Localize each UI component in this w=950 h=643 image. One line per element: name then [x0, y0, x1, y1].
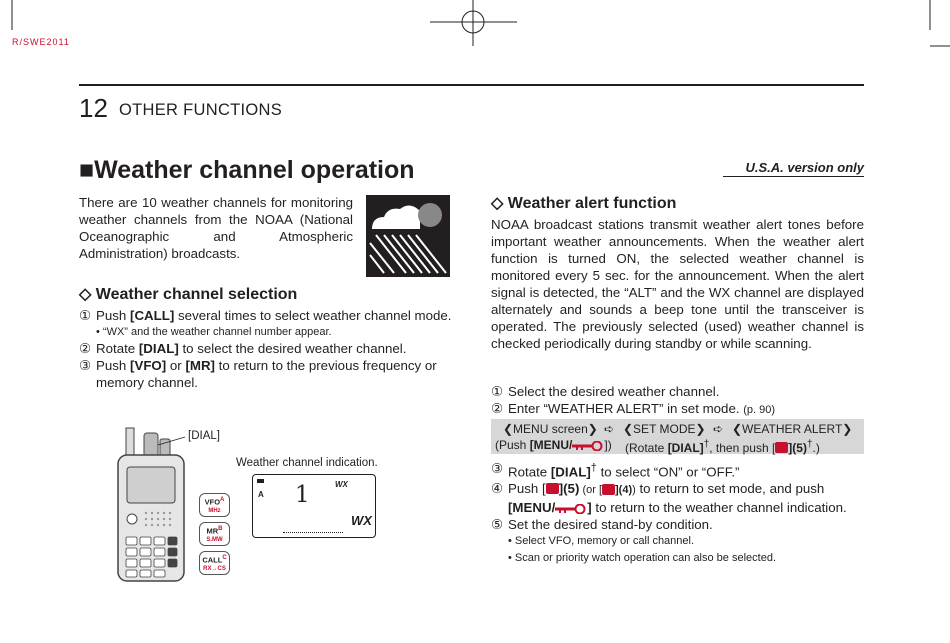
intro-text: There are 10 weather channels for monitoring weather channels from the NOAA (National Oceanographic and Atmospheric Administration) broadcasts. — [79, 195, 353, 261]
instr-text: (Push — [495, 438, 530, 452]
step-text: Select the desired weather channel. — [508, 384, 720, 399]
step-note: • “WX” and the weather channel number appear. — [96, 326, 332, 338]
sub-heading-selection-text: Weather channel selection — [95, 286, 298, 303]
enter-key-ref: ](5) — [558, 481, 580, 497]
alert-step-2 — [491, 400, 864, 419]
clear-key-icon — [602, 484, 615, 495]
step-text: Rotate — [96, 341, 139, 356]
alert-body: NOAA broadcast stations transmit weather alert tones before important weather announcements. When the weather alert function is turned ON, the selected weather channel is monitored every 5 sec. for the announcement. When the alert signal is detected, the “ALT” and the WX channel are displayed alternately and sounds a beep tone until the transceiver is operated. The previously selected (used) weather channel is checked periodically during standby or while scanning. — [491, 217, 864, 351]
call-key[interactable] — [199, 551, 230, 575]
weather-icon — [366, 195, 450, 277]
step-3 — [79, 357, 453, 391]
instr-text: , then push [ — [709, 441, 776, 455]
step-text: Push — [96, 308, 131, 323]
alert-step-3 — [491, 460, 864, 480]
step-text: several times to select weather channel mode. — [174, 308, 452, 323]
mr-key-sub: S.MW — [206, 536, 223, 543]
step-number: ② — [79, 341, 91, 356]
alert-steps-3-5 — [491, 460, 864, 567]
menu-key-ref-end: ] — [587, 500, 592, 516]
sub-heading-alert — [491, 193, 676, 213]
menu-screen-label: ❮MENU screen❯ — [503, 422, 598, 436]
mr-key-corner: B — [218, 526, 223, 532]
dial-key-ref: [DIAL] — [667, 441, 704, 455]
step-number: ① — [79, 308, 91, 323]
vfo-key-label: VFO — [204, 497, 221, 507]
sub-heading-selection — [79, 284, 297, 304]
page-number: 12 — [79, 93, 108, 123]
main-heading — [79, 154, 415, 186]
arrow-icon: ➪ — [604, 422, 615, 436]
call-key-corner: C — [222, 555, 227, 561]
sub-heading-alert-text: Weather alert function — [507, 195, 677, 212]
version-note: U.S.A. version only — [723, 160, 864, 177]
display-caption: Weather channel indication. — [236, 457, 378, 469]
step-text: to return to the previous frequency or memory channel. — [96, 358, 437, 390]
diamond-icon: ◇ — [79, 286, 92, 303]
dial-key-ref: [DIAL] — [138, 341, 179, 356]
alert-step-4 — [491, 480, 864, 516]
dagger: † — [806, 439, 813, 450]
instr-text: ]) — [604, 438, 612, 452]
heading-title: Weather channel operation — [94, 156, 415, 184]
step-2 — [79, 340, 453, 357]
step-number: ③ — [79, 358, 91, 373]
vfo-key-corner: A — [220, 497, 225, 503]
key-icon — [572, 441, 604, 451]
step-text: Push [ — [508, 481, 546, 497]
dagger: † — [590, 462, 597, 474]
lcd-wx-small: WX — [335, 480, 348, 489]
alert-step-1 — [491, 383, 864, 400]
heading-marker: ■ — [79, 156, 95, 184]
lcd-display — [252, 474, 376, 538]
lcd-channel-number: 1 — [295, 482, 310, 508]
rotate-dial-instruction — [625, 437, 820, 456]
alert-step-5 — [491, 516, 864, 533]
step-number: ① — [491, 384, 503, 399]
lcd-a: A — [258, 490, 264, 499]
step-text: Set the desired stand-by condition. — [508, 517, 713, 533]
selection-steps — [79, 307, 453, 391]
vfo-key-ref: [VFO] — [130, 358, 167, 373]
dial-key-ref: [DIAL] — [550, 464, 591, 480]
call-key-label: CALL — [202, 555, 223, 565]
lcd-wx-large: WX — [351, 513, 372, 528]
step-text: or — [166, 358, 186, 373]
step-text: to select the desired weather channel. — [178, 341, 407, 356]
corner-code: R/SWE2011 — [12, 37, 70, 47]
step-number: ③ — [491, 461, 503, 476]
bullet-item: • Select VFO, memory or call channel. — [508, 535, 695, 548]
instr-text: (Rotate — [625, 441, 668, 455]
mr-key[interactable] — [199, 522, 230, 546]
step-number: ④ — [491, 481, 503, 497]
step-text: to return to the weather channel indication. — [591, 500, 847, 516]
signal-icon — [257, 479, 264, 483]
push-menu-instruction — [495, 437, 612, 453]
dial-label: [DIAL] — [188, 430, 220, 442]
registration-marks — [0, 0, 950, 70]
step-text: to return to set mode, and push — [635, 481, 825, 497]
enter-key-ref: ](5) — [788, 441, 807, 455]
step-number: ② — [491, 401, 503, 416]
alert-steps-1-2 — [491, 383, 864, 419]
call-key-sub: RX→CS — [203, 565, 226, 572]
enter-key-icon — [546, 483, 559, 494]
step-text: Rotate — [508, 464, 551, 480]
header-rule — [79, 84, 864, 86]
vfo-key-sub: MHz — [208, 507, 221, 514]
call-key-ref: [CALL] — [130, 308, 175, 323]
step-number: ⑤ — [491, 517, 503, 533]
step-1 — [79, 307, 453, 324]
menu-key-ref: [MENU/ — [529, 438, 573, 452]
step-text: to select “ON” or “OFF.” — [596, 464, 740, 480]
enter-key-icon — [775, 442, 788, 453]
section-title: OTHER FUNCTIONS — [119, 101, 283, 119]
bullet-item: • Scan or priority watch operation can also be selected. — [508, 552, 776, 565]
menu-path-box — [491, 419, 864, 454]
step-text: Enter “WEATHER ALERT” in set mode. — [508, 401, 740, 416]
clear-key-ref: ](4) — [615, 484, 633, 497]
radio-illustration — [110, 425, 190, 585]
page-ref: (p. 90) — [743, 404, 776, 416]
weather-alert-label: ❮WEATHER ALERT❯ — [732, 422, 853, 436]
set-mode-label: ❮SET MODE❯ — [623, 422, 706, 436]
vfo-key[interactable] — [199, 493, 230, 517]
mr-key-label: MR — [206, 526, 219, 536]
step-text: ) — [632, 484, 636, 497]
step-text: (or [ — [579, 484, 603, 497]
lcd-bargraph — [283, 532, 343, 533]
instr-text: .) — [812, 441, 820, 455]
arrow-icon: ➪ — [713, 422, 724, 436]
step-text: Push — [96, 358, 131, 373]
bullet-list — [508, 533, 864, 567]
dagger: † — [703, 439, 710, 450]
key-icon — [555, 504, 587, 514]
menu-key-ref: [MENU/ — [508, 500, 556, 516]
mr-key-ref: [MR] — [185, 358, 215, 373]
diamond-icon: ◇ — [491, 195, 504, 212]
